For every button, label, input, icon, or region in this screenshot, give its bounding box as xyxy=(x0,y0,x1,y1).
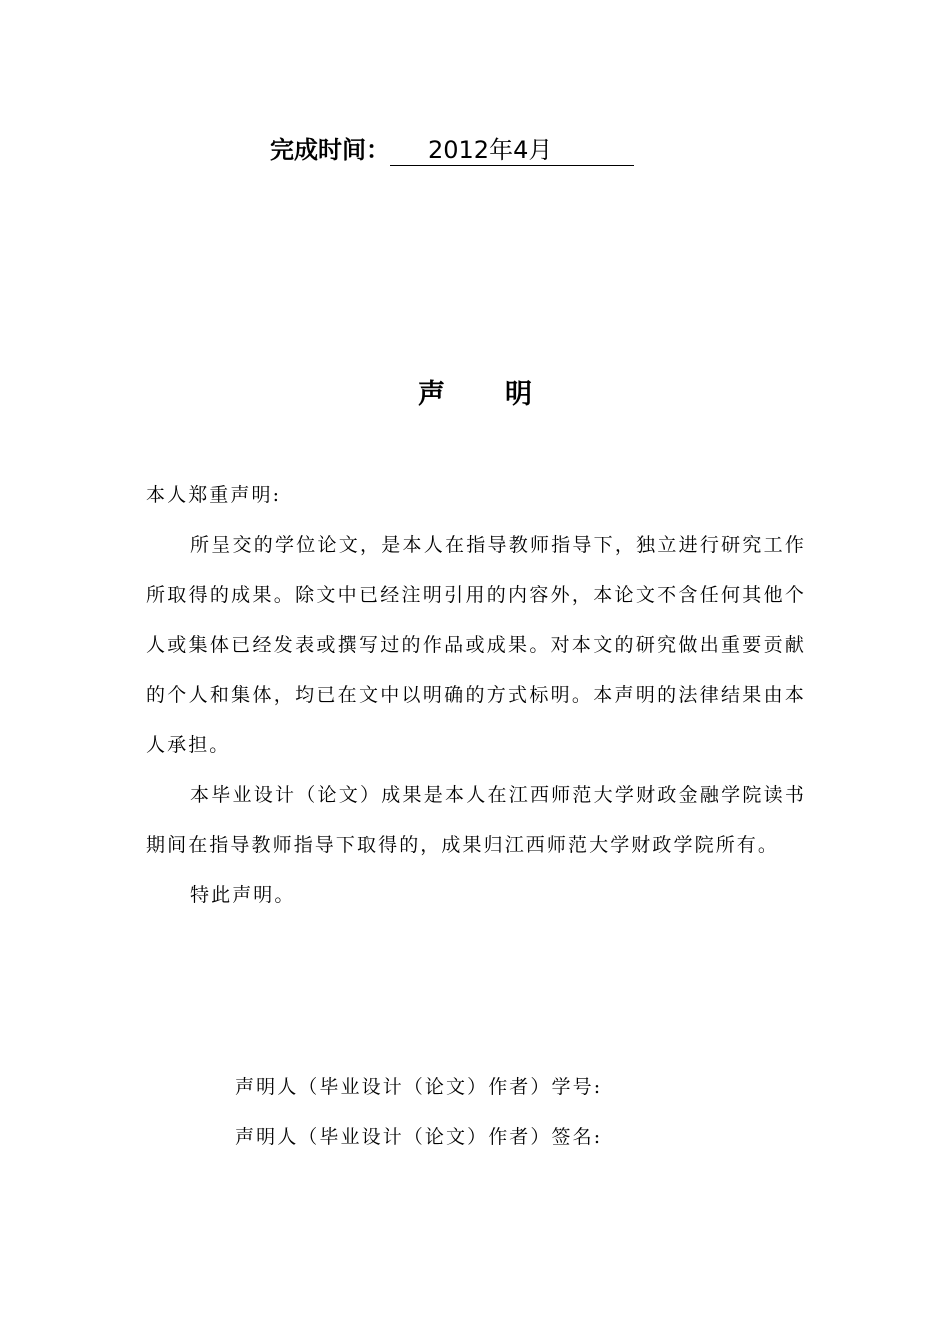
declaration-body xyxy=(146,470,806,920)
declaration-paragraph-originality: 所呈交的学位论文，是本人在指导教师指导下，独立进行研究工作所取得的成果。除文中已经注明引用的内容外，本论文不含任何其他个人或集体已经发表或撰写过的作品或成果。对本文的研究做出重要贡献的个人和集体，均已在文中以明确的方式标明。本声明的法律结果由本人承担。 xyxy=(146,534,806,756)
declaration-title: 声明 xyxy=(418,379,592,410)
student-id-line: 声明人（毕业设计（论文）作者）学号: xyxy=(235,1076,603,1098)
completion-date-value: 2012年4月 xyxy=(390,130,634,166)
signature-block xyxy=(235,1062,602,1162)
declaration-paragraph-ownership: 本毕业设计（论文）成果是本人在江西师范大学财政金融学院读书期间在指导教师指导下取得的，成果归江西师范大学财政学院所有。 xyxy=(146,784,806,856)
completion-date-label: 完成时间： xyxy=(270,136,390,164)
completion-date-line xyxy=(270,130,634,170)
declaration-opening: 本人郑重声明: xyxy=(146,484,282,506)
declaration-closing: 特此声明。 xyxy=(190,884,296,906)
signature-line: 声明人（毕业设计（论文）作者）签名: xyxy=(235,1126,603,1148)
